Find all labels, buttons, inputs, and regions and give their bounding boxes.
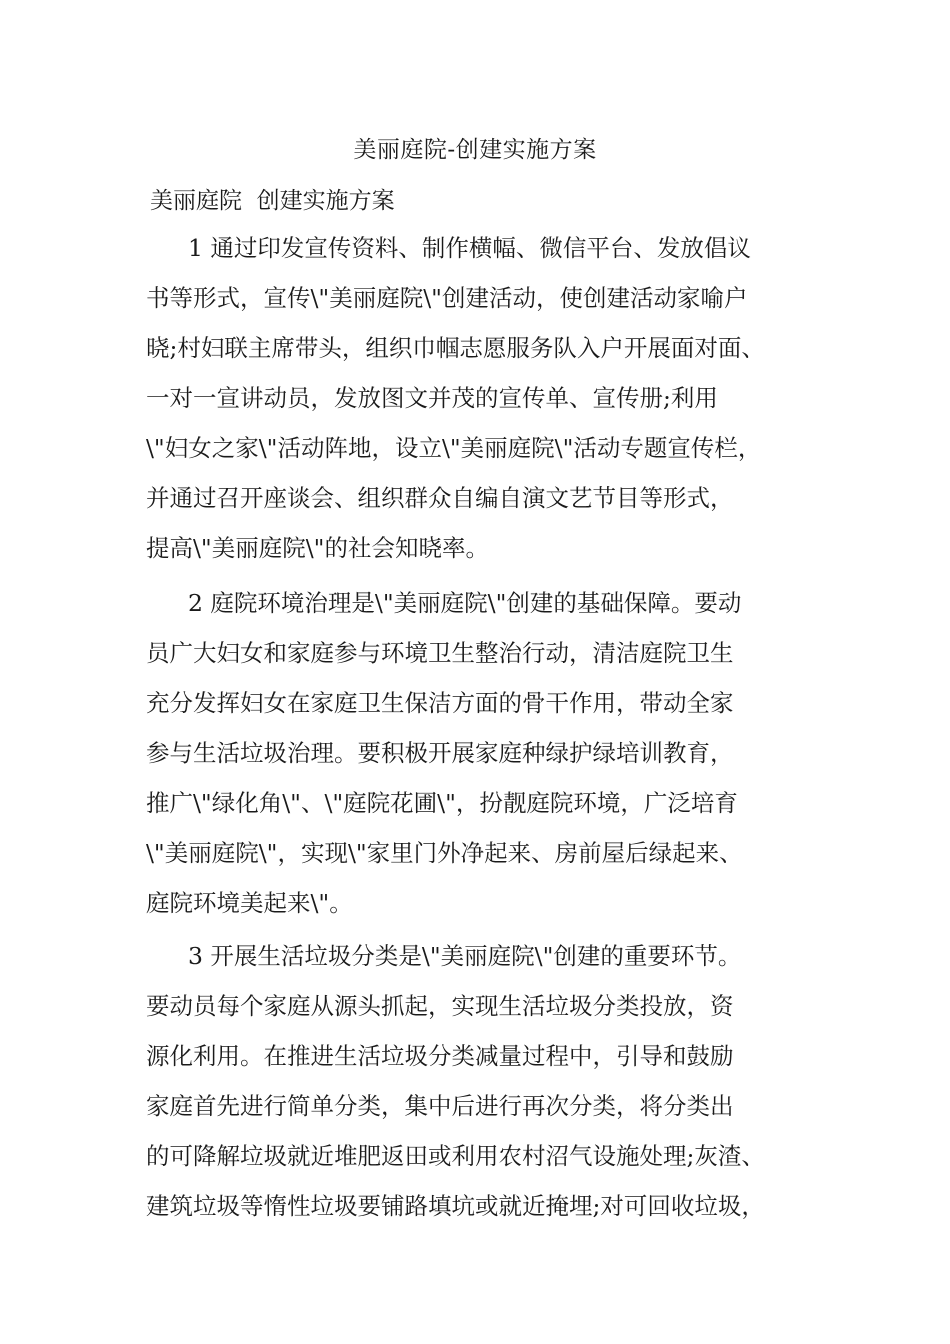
paragraph-line: 家庭首先进行简单分类，集中后进行再次分类，将分类出 xyxy=(146,1092,734,1120)
paragraph-line: 庭院环境美起来\"。 xyxy=(146,889,353,917)
paragraph-line: 1 通过印发宣传资料、制作横幅、微信平台、发放倡议 xyxy=(188,234,751,262)
paragraph-line: 推广\"绿化角\"、\"庭院花圃\"，扮靓庭院环境，广泛培育 xyxy=(146,789,738,817)
paragraph-1 xyxy=(146,223,836,573)
paragraph-3 xyxy=(146,931,836,1231)
paragraph-2 xyxy=(146,578,836,928)
document-title: 美丽庭院-创建实施方案 xyxy=(353,137,597,163)
paragraph-line: 源化利用。在推进生活垃圾分类减量过程中，引导和鼓励 xyxy=(146,1042,734,1070)
paragraph-line: \"美丽庭院\"，实现\"家里门外净起来、房前屋后绿起来、 xyxy=(146,839,743,867)
paragraph-line: 3 开展生活垃圾分类是\"美丽庭院\"创建的重要环节。 xyxy=(188,942,742,970)
paragraph-line: 一对一宣讲动员，发放图文并茂的宣传单、宣传册;利用 xyxy=(146,384,718,412)
paragraph-line: 2 庭院环境治理是\"美丽庭院\"创建的基础保障。要动 xyxy=(188,589,742,617)
paragraph-line: 并通过召开座谈会、组织群众自编自演文艺节目等形式， xyxy=(146,484,734,512)
paragraph-line: 要动员每个家庭从源头抓起，实现生活垃圾分类投放，资 xyxy=(146,992,734,1020)
paragraph-line: 提高\"美丽庭院\"的社会知晓率。 xyxy=(146,534,489,562)
paragraph-line: 员广大妇女和家庭参与环境卫生整治行动，清洁庭院卫生 xyxy=(146,639,734,667)
paragraph-line: 参与生活垃圾治理。要积极开展家庭种绿护绿培训教育， xyxy=(146,739,734,767)
paragraph-line: 充分发挥妇女在家庭卫生保洁方面的骨干作用，带动全家 xyxy=(146,689,734,717)
paragraph-line: 的可降解垃圾就近堆肥返田或利用农村沼气设施处理;灰渣、 xyxy=(146,1142,765,1170)
paragraph-line: 建筑垃圾等惰性垃圾要铺路填坑或就近掩埋;对可回收垃圾， xyxy=(146,1192,765,1220)
paragraph-line: 书等形式，宣传\"美丽庭院\"创建活动，使创建活动家喻户 xyxy=(146,284,748,312)
paragraph-line: \"妇女之家\"活动阵地，设立\"美丽庭院\"活动专题宣传栏， xyxy=(146,434,762,462)
document-subtitle: 美丽庭院 创建实施方案 xyxy=(150,188,395,214)
paragraph-line: 晓;村妇联主席带头，组织巾帼志愿服务队入户开展面对面、 xyxy=(146,334,765,362)
